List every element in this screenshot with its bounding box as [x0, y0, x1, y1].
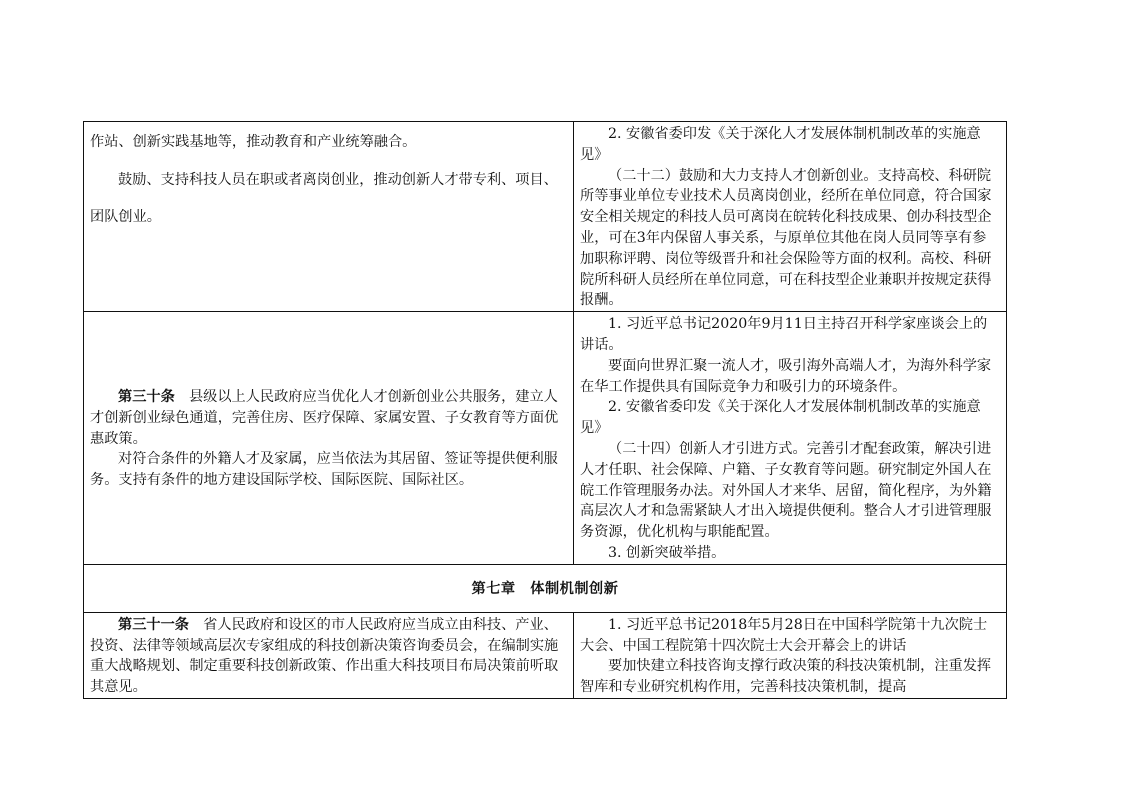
regulation-cell [84, 612, 574, 698]
paragraph: 鼓励、支持科技人员在职或者离岗创业，推动创新人才带专利、项目、团队创业。 [90, 171, 558, 225]
article-paragraph [90, 615, 567, 698]
reference-source: 1. 习近平总书记2020年9月11日主持召开科学家座谈会上的讲话。 [580, 316, 988, 353]
reference-source: 2. 安徽省委印发《关于深化人才发展体制机制改革的实施意见》 [580, 126, 981, 163]
reference-text: 要面向世界汇聚一流人才，吸引海外高端人才，为海外科学家在华工作提供具有国际竞争力和吸引力的环境条件。 [580, 357, 992, 395]
regulation-comparison-table [83, 121, 1007, 699]
reference-text: 要加快建立科技咨询支撑行政决策的科技决策机制，注重发挥智库和专业研究机构作用，完善科技决策机制，提高 [580, 658, 992, 696]
table-row [84, 122, 1007, 312]
reference-text: （二十二）鼓励和大力支持人才创新创业。支持高校、科研院所等事业单位专业技术人员离岗创业，经所在单位同意，符合国家安全相关规定的科技人员可离岗在皖转化科技成果、创办科技型企业，可在3年内保留人事关系，与原单位其他在岗人员同等享有参加职称评聘、岗位等级晋升和社会保险等方面的权利。高校、科研院所科研人员经所在单位同意，可在科技型企业兼职并按规定获得报酬。 [580, 167, 992, 309]
table-row [84, 312, 1007, 565]
reference-cell [574, 122, 1007, 312]
article-paragraph [90, 387, 567, 449]
article-title: 第三十条 [118, 388, 175, 405]
article-body: 县级以上人民政府应当优化人才创新创业公共服务，建立人才创新创业绿色通道，完善住房、医疗保障、家属安置、子女教育等方面优惠政策。 [90, 388, 559, 447]
regulation-cell [84, 312, 574, 565]
paragraph: 对符合条件的外籍人才及家属，应当依法为其居留、签证等提供便利服务。支持有条件的地方建设国际学校、国际医院、国际社区。 [90, 451, 558, 489]
regulation-cell [84, 122, 574, 312]
article-body: 省人民政府和设区的市人民政府应当成立由科技、产业、投资、法律等领域高层次专家组成的科技创新决策咨询委员会，在编制实施重大战略规划、制定重要科技创新政策、作出重大科技项目布局决策前听取其意见。 [90, 616, 559, 696]
reference-cell [574, 312, 1007, 565]
paragraph: 作站、创新实践基地等，推动教育和产业统筹融合。 [90, 134, 417, 150]
chapter-heading: 第七章 体制机制创新 [84, 564, 1007, 612]
reference-source: 1. 习近平总书记2018年5月28日在中国科学院第十九次院士大会、中国工程院第十四次院士大会开幕会上的讲话 [580, 616, 988, 654]
reference-cell [574, 612, 1007, 698]
article-title: 第三十一条 [118, 616, 189, 633]
reference-text: （二十四）创新人才引进方式。完善引才配套政策，解决引进人才任职、社会保障、户籍、子女教育等问题。研究制定外国人在皖工作管理服务办法。对外国人才来华、居留，简化程序，为外籍高层次人才和急需紧缺人才出入境提供便利。整合人才引进管理服务资源，优化机构与职能配置。 [580, 440, 992, 541]
reference-source: 2. 安徽省委印发《关于深化人才发展体制机制改革的实施意见》 [580, 399, 981, 437]
table-row [84, 564, 1007, 612]
table-row [84, 612, 1007, 698]
reference-source: 3. 创新突破举措。 [608, 544, 726, 561]
